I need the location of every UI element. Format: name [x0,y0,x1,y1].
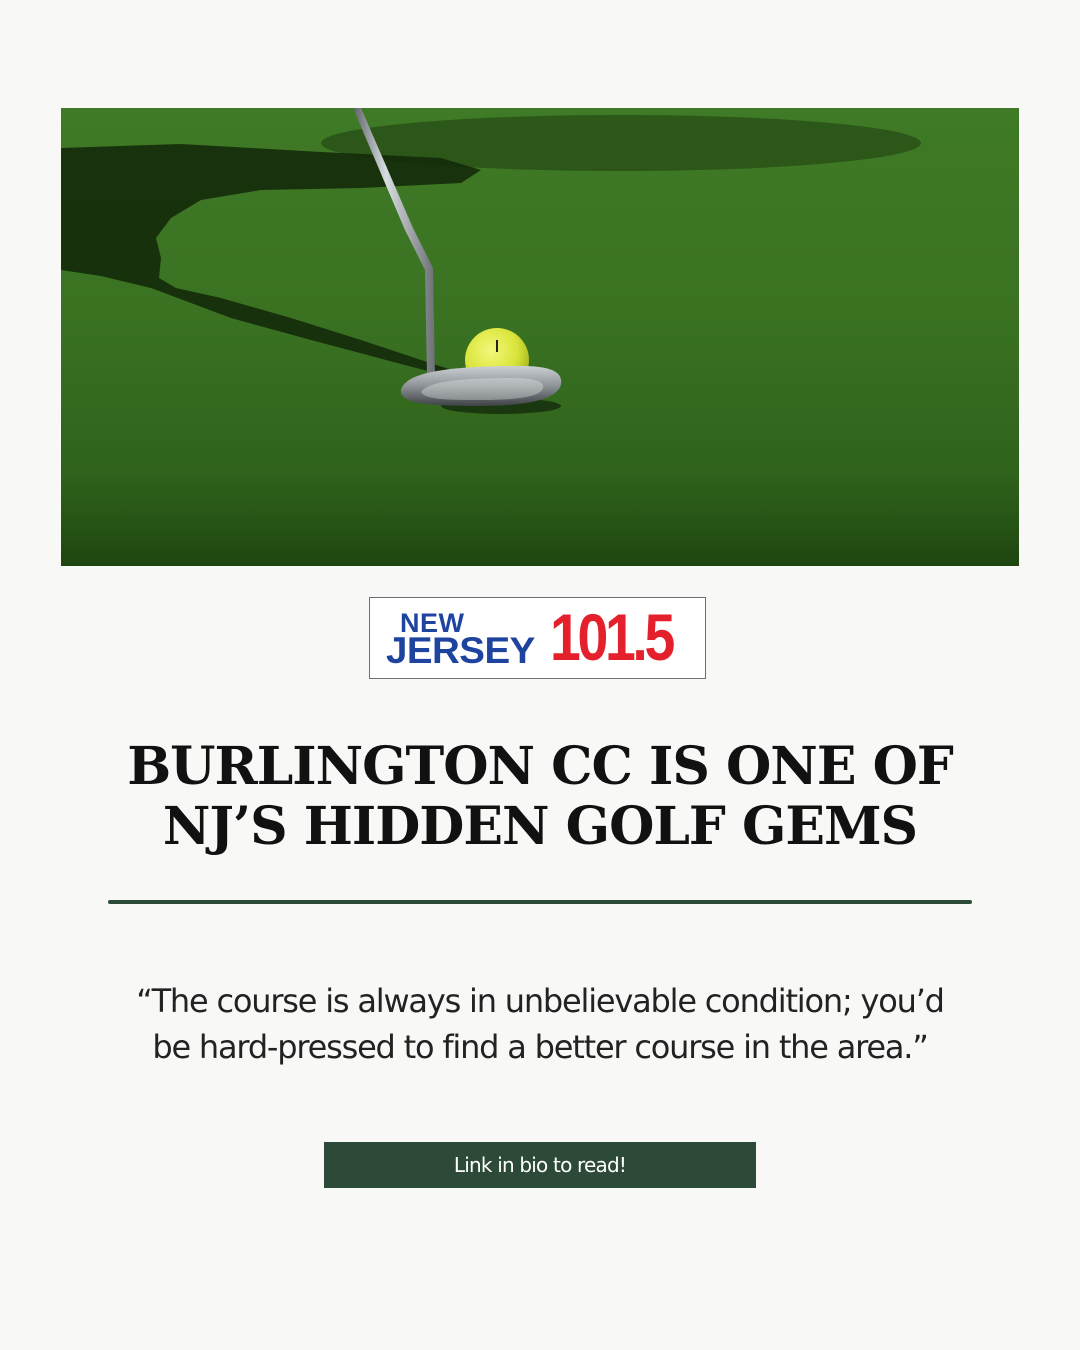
quote-line-1: “The course is always in unbelievable condition; you’d [136,982,944,1020]
logo-line-jersey: JERSEY [386,630,535,671]
logo-frequency: 101.5 [550,600,672,674]
quote [90,978,990,1070]
headline-line-2: NJ’S HIDDEN GOLF GEMS [162,796,918,857]
hero-photo [61,108,1019,566]
divider [108,900,972,904]
golf-green-image [61,108,1019,566]
link-in-bio-button[interactable]: Link in bio to read! [324,1142,756,1188]
headline-line-1: BURLINGTON CC IS ONE OF [127,736,953,797]
headline [60,737,1020,857]
new-jersey-101-5-logo [369,597,706,679]
logo-line-new: NEW [400,608,465,638]
quote-line-2: be hard-pressed to find a better course in the area.” [152,1028,928,1066]
